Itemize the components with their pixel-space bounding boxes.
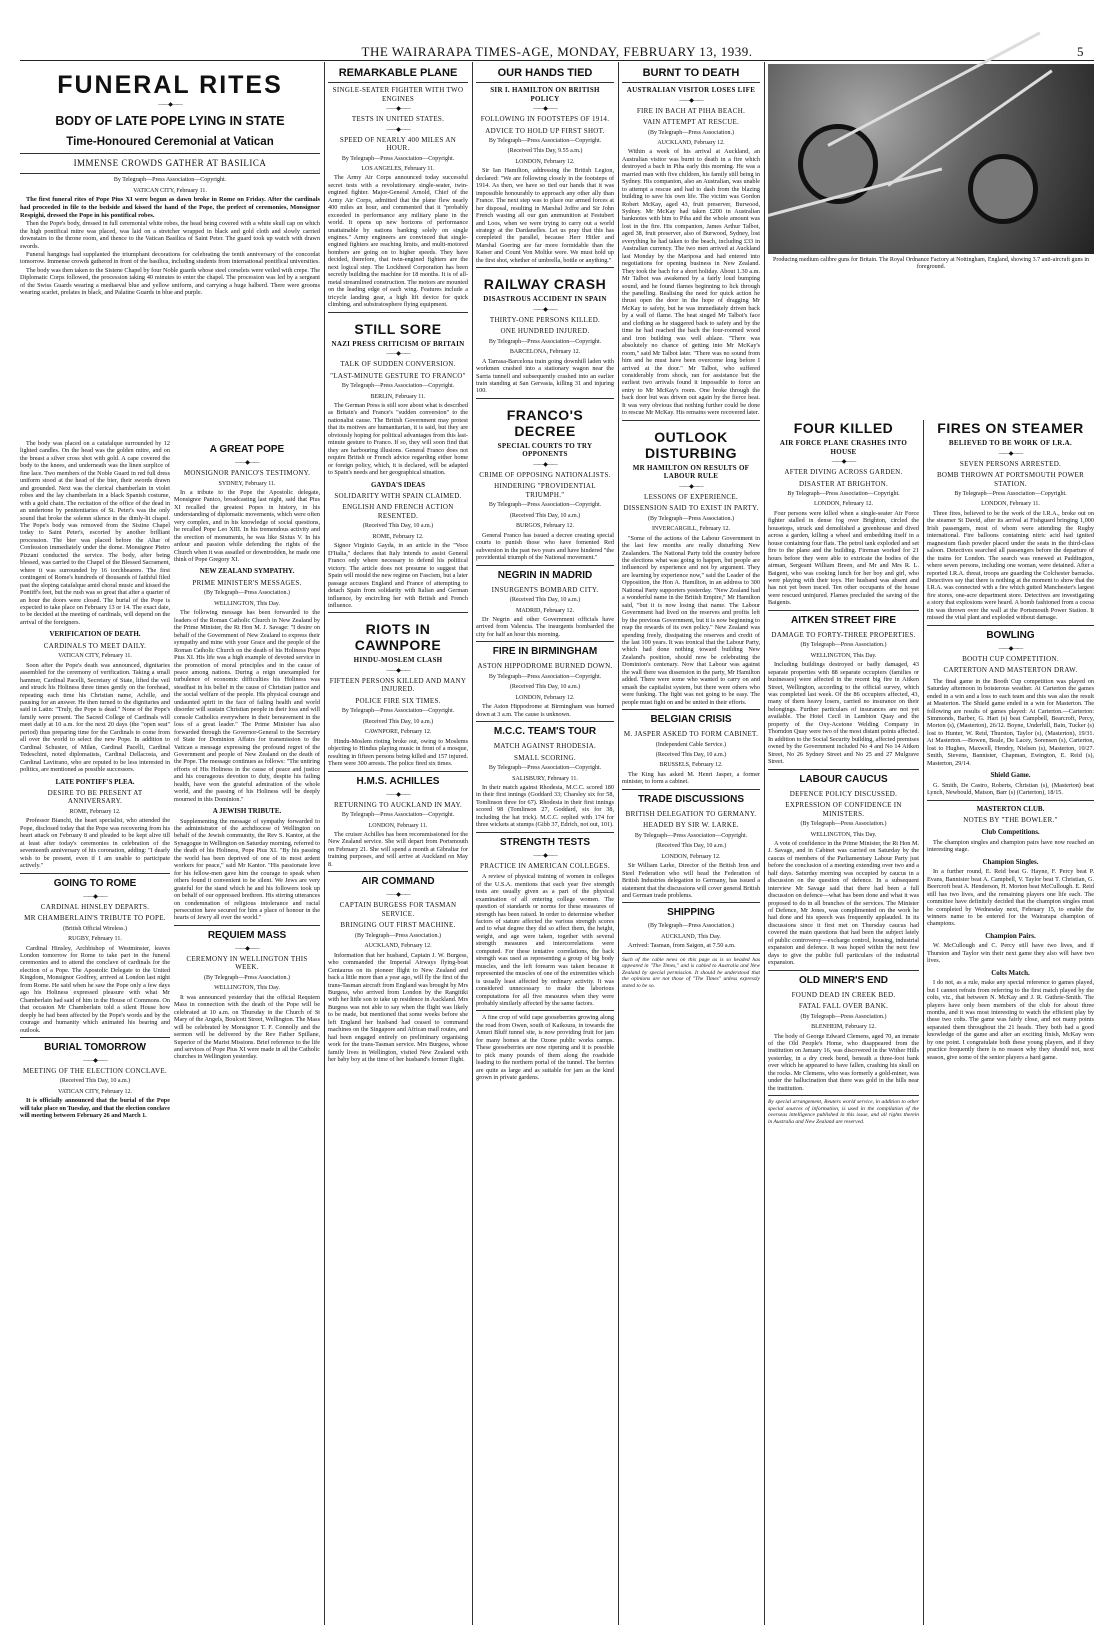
divider bbox=[328, 871, 468, 872]
dateline: SYDNEY, February 11. bbox=[218, 480, 276, 487]
paragraph: I do not, as a rule, make any special reference to games played, but I cannot refrain from referring to the first match played by the colts, viz., that between N. McKay and J. R. Guthrie-Smith. The players have only been members of the club for about three months, and it was most interesting to watch the efficient play by these two colts. The game was fairly close, and not many points separated them throughout the 21 heads. They both had a good knowledge of the game and after an exciting finish, McKay won by one point. I congratulate both these young players, and if they practice frequently there is no reason why they should not, next season, give some of the senior players a hard game. bbox=[927, 979, 1094, 1061]
section-subheading: "LAST-MINUTE GESTURE TO FRANCO" bbox=[330, 371, 466, 380]
section-subheading: HINDERING "PROVIDENTIAL TRIUMPH." bbox=[494, 482, 596, 499]
divider bbox=[768, 1095, 919, 1096]
paragraph: The first funeral rites of Pope Pius XI were begun as dawn broke in Rome on Friday. After the cardinals had proceeded in file to the bedside and kissed the hand of the Pope, the prefect of ceremonies, Monsignor Respighi, dressed the Pope in his pontifical robes. bbox=[20, 196, 320, 219]
divider bbox=[20, 894, 170, 900]
section-subheading: THIRTY-ONE PERSONS KILLED. bbox=[489, 315, 601, 324]
divider bbox=[328, 127, 468, 133]
dateline: LONDON, February 12. bbox=[661, 853, 721, 860]
byline: By Telegraph—Press Association—Copyright. bbox=[954, 491, 1067, 497]
section-subheading: FIRE IN BACH AT PIHA BEACH. bbox=[636, 106, 746, 115]
paragraph: A fine crop of wild cape gooseberries growing along the road from Owen, south of Kaikoura, in towards the Amuri Bluff tunnel site, is now providing fruit for jam for many homes at the Ozone public works camps. These gooseberries are now ripening and it is possible to pick many pounds of them along the roadside leading to the northern portal of the tunnel. The berries are quite as large and as suitable for jam as the kind grown in private gardens. bbox=[476, 1014, 614, 1082]
section-heading: Shield Game. bbox=[990, 771, 1031, 780]
paragraph: Funeral hangings had supplanted the triumphant decorations for celebrating the tenth anniversary of the concordat tomorrow. Immense crowds gathered in front of the basilica, including students from international pontifical universities. bbox=[20, 250, 320, 266]
divider bbox=[174, 460, 320, 466]
aircommand-headline: AIR COMMAND bbox=[361, 876, 435, 888]
negrin-headline: NEGRIN IN MADRID bbox=[497, 569, 593, 581]
paragraph: In a tribute to the Pope the Apostolic delegate, Monsignor Panico, broadcasting last night, said that Pius XI recalled the greatest Popes in history, in his understanding of diplomatic movements, which were often very complex, and in his knowledge of social questions, he recalled Pope Leo XIII. In his tremendous activity and the erection of monuments, he was like Sixtus V. In his ardour and passion while defending the rights of the Church when it was assailed or downtrodden, he made one think of Pope Gregory XI. bbox=[174, 488, 320, 564]
divider bbox=[476, 832, 614, 833]
cable-notice: Such of the cable news on this page as is so headed has appeared in "The Times," and is cabled to Australia and New Zealand by special permission. It should be understood that the opinions are not those of "The Times" unless expressly stated to be so. bbox=[622, 956, 760, 989]
section-subheading: BOMB THROWN AT PORTSMOUTH POWER STATION. bbox=[936, 471, 1085, 488]
section-heading: Club Competitions. bbox=[981, 828, 1040, 837]
section-subheading: ADVICE TO HOLD UP FIRST SHOT. bbox=[485, 126, 605, 135]
byline: By Telegraph—Press Association—Copyright. bbox=[488, 338, 602, 345]
requiem-headline: REQUIEM MASS bbox=[207, 929, 287, 941]
outlook-headline: OUTLOOK DISTURBING bbox=[644, 428, 738, 461]
aitken-headline: AITKEN STREET FIRE bbox=[790, 614, 896, 626]
section-subheading: RETURNING TO AUCKLAND IN MAY. bbox=[333, 800, 463, 809]
fourkilled-headline: FOUR KILLED bbox=[793, 420, 894, 436]
section-subheading: MONSIGNOR PANICO'S TESTIMONY. bbox=[183, 469, 311, 477]
section-heading: NEW ZEALAND SYMPATHY. bbox=[199, 567, 295, 576]
rome-headline: GOING TO ROME bbox=[53, 877, 137, 889]
received-line: (Received This Day, 10 a.m.) bbox=[509, 684, 581, 691]
divider bbox=[174, 925, 320, 926]
paragraph: The following message has been forwarded to the leaders of the Roman Catholic Church in New Zealand by the Prime Minister, the Rt Hon M. J. Savage: "I desire on behalf of the Government of New Zealand to express their sympathy and mine with your Grace and the people of the Roman Catholic Church on the death of his Holiness Pope Pius XI. His life was a high example of devoted service in the promotion of moral principles and in the cause of peace among nations. During a reign unexampled for turbulence of economic difficulties his Holiness was steadfast in his belief in the cause of Christian justice and the social welfare of the people. His physical courage and undaunted spirit in the face of failing health and world disorder will sustain Christian people in their loss and will console Catholics everywhere in their bereavement in the loss of a great leader." The Prime Minister has also forwarded through the Governor-General to the Secretary of State for Dominion Affairs for transmission to the Vatican a message expressing the profound regret of the Government and people of New Zealand on the death of the Pope. The message continues as follows: "The untiring efforts of His Holiness in the cause of peace and justice and his courageous devotion to duty, despite his failing health, have won the grateful admiration of the whole world, and the passing of his Holiness will be deeply mourned in this Dominion." bbox=[174, 609, 320, 803]
byline: By Telegraph—Press Association—Copyright. bbox=[113, 177, 227, 184]
section-subheading: MR CHAMBERLAIN'S TRIBUTE TO POPE. bbox=[24, 914, 166, 923]
funeral-headline: FUNERAL RITES bbox=[57, 71, 283, 99]
dateline: ROME, February 12. bbox=[69, 808, 121, 815]
dateline: WELLINGTON, This Day. bbox=[214, 985, 280, 992]
section-subheading: SPECIAL COURTS TO TRY OPPONENTS bbox=[497, 441, 593, 459]
byline: (By Telegraph—Press Association.) bbox=[204, 974, 290, 981]
photo-block bbox=[768, 64, 1094, 294]
byline: By Telegraph—Press Association—Copyright. bbox=[488, 673, 602, 680]
divider bbox=[622, 789, 760, 790]
divider bbox=[768, 769, 919, 770]
paragraph: A vote of confidence in the Prime Minister, the Rt Hon M. J. Savage, and in Cabinet was carried on Saturday by the caucus of members of the Parliamentary Labour Party just before the conclusion of a meeting extending over two and a half days. Saturday morning was occupied by caucus in a discussion on the question of defence. In a subsequent interview Mr Savage said that there had been a full discussion on defence—what has been done and what it was proposed to do in all branches of the services. The Minister of Defence, Mr Jones, was complimented on the work he had done and his speech was frequently applauded. In its discussions since it first met on Thursday caucus had covered the main questions that had been the subject lately of public controversy—excharge control, housing, industrial expansion and defence. It was hoped within the next few days to give the public full particulars of the industrial expansion. bbox=[768, 839, 919, 967]
divider bbox=[476, 462, 614, 468]
divider bbox=[20, 1058, 170, 1064]
byline: By Telegraph—Press Association—Copyright. bbox=[341, 708, 455, 715]
paragraph: The German Press is still sore about what is described as Britain's and France's "sudden conversion" to the nationalist cause. The British Government may protest that its motives are humanitarian, it is said, but they are obviously hoping for political advantages from this last-minute gesture to Franco. If so, they will soon find that they are harbouring illusions. General Franco does not require British or French advice regarding either home or foreign policy, which, it is declared, will be adapted to Spain's needs and her geographical situation. bbox=[328, 401, 468, 477]
railway-headline: RAILWAY CRASH bbox=[483, 276, 607, 293]
dateline: AUCKLAND, February 12. bbox=[657, 139, 725, 146]
section-subheading: DISASTER AT BRIGHTON. bbox=[798, 479, 889, 488]
section-subheading: AUSTRALIAN VISITOR LOSES LIFE bbox=[626, 86, 756, 94]
firesteamer-headline: FIRES ON STEAMER bbox=[937, 420, 1084, 436]
dateline: ROME, February 12. bbox=[372, 533, 424, 540]
dateline: AUCKLAND, February 12. bbox=[364, 943, 432, 950]
dateline: BARCELONA, February 12. bbox=[509, 349, 581, 356]
paragraph: Soon after the Pope's death was announced, dignitaries assembled for the ceremony of verification. Taking a small hammer, Cardinal Pacelli, Secretary of State, lifted the veil and struck his Holiness three times gently on the forehead, repeating each time his Christian name, Achille, and pausing for an answer. He then turned to the dignitaries and said in Latin: "Truly, the Pope is dead." None of the Pope's family were present. The Sacred College of Cardinals will meet daily at 10 a.m. for the next 20 days (the "open seat" period) thus preparing time for the Cardinals to come from all over the world to select the new Pope. In addition to Cardinal Schuster, of Milan, Cardinal Pacelli, Cardinal Tedeschini, noted diplomatists, Cardinal Dellacosta, and Cardinal Lavitrano, who are reputed to be less interested in politics, are mentioned as possible successors. bbox=[20, 661, 170, 774]
byline: By Telegraph—Press Association—Copyright. bbox=[488, 765, 602, 772]
section-subheading: FATAL FALL OVER BANK. bbox=[798, 1002, 889, 1011]
section-subheading: FOLLOWING IN FOOTSTEPS OF 1914. bbox=[480, 115, 610, 123]
section-subheading: CARDINALS TO MEET DAILY. bbox=[43, 641, 147, 650]
page-number: 5 bbox=[1077, 44, 1084, 59]
byline: (By Telegraph—Press Association.) bbox=[204, 590, 290, 597]
section-heading: GAYDA'S IDEAS bbox=[370, 480, 425, 489]
section-heading: Champion Singles. bbox=[982, 857, 1039, 866]
divider bbox=[768, 459, 919, 465]
column-1 bbox=[20, 440, 170, 1625]
paragraph: Four persons were killed when a single-seater Air Force fighter stalled in dense fog over Brighton, circled the housetops, struck and demolished a greenhouse and dived across a garden, killing a wheel and embedding itself in a house containing four flats. The petrol tank exploded and set fire to the plane and the building. Fireman worked for 21 hours before they were able to extricate the bodies of the airman, Sergeant William Breen, and Mr and Mrs R. L. Baigent, who was cooking lunch for her boy and girl, who were playing with their toys. Her husband was absent and has not yet been traced. Ten other occupants of the house were rescued uninjured. Flames precluded the saving of the Baigents. bbox=[768, 509, 919, 607]
byline: (By Telegraph—Press Association.) bbox=[648, 515, 734, 522]
bowling-headline: BOWLING bbox=[986, 629, 1035, 641]
section-subheading: ONE HUNDRED INJURED. bbox=[500, 327, 590, 336]
received-line: (Received This Day, 10 a.m.) bbox=[509, 597, 581, 604]
divider bbox=[20, 173, 320, 174]
paragraph: Including buildings destroyed or badly damaged, 43 separate properties with 88 separate occupiers (families or businesses) were affected in the recent big fire in Aitken Street, Wellington, according to the official survey, which was completed last week. Of the 86 occupiers affected, 43, many of them heavy losers, carried no insurance on their belongings. Further particulars of insurances are not yet available. The Hotel Cecil in Lambton Quay and the property of the Oxy-Acetone Welding Company in Thorndon Quay were two of the most distant points affected. In addition to the Social Security building, affected premises owned by the Government included No 4 and No 14 Aitken Street, No 26 Sydney Street and No 25 and 27 Mulgrave Street. bbox=[768, 661, 919, 766]
dateline: LOS ANGELES, February 11. bbox=[361, 165, 435, 172]
dateline: LONDON, February 12. bbox=[814, 501, 873, 508]
miner-headline: OLD MINER'S END bbox=[798, 974, 889, 986]
paragraph: Professor Bianchi, the heart specialist, who attended the Pope, disclosed today that the Pope was recovering from his heart attack on February 8 and pleaded to be kept alive till at least after today's ceremonies in celebration of the seventeenth anniversary of his coronation, adding: "I dearly wish to be present, even if I am unable to participate actively." bbox=[20, 817, 170, 870]
byline: By Telegraph—Press Association—Copyright. bbox=[341, 155, 455, 162]
section-subheading: DEFENCE POLICY DISCUSSED. bbox=[789, 789, 898, 798]
divider bbox=[328, 351, 468, 357]
masthead-rule bbox=[20, 60, 1094, 61]
achilles-headline: H.M.S. ACHILLES bbox=[356, 775, 440, 787]
section-subheading: MR HAMILTON ON RESULTS OF LABOUR RULE bbox=[632, 463, 750, 481]
divider bbox=[927, 625, 1094, 626]
greatpope-headline: A GREAT POPE bbox=[209, 444, 285, 455]
labour-headline: LABOUR CAUCUS bbox=[799, 773, 888, 785]
paragraph: Hindu-Moslem rioting broke out, owing to Moslems objecting to Hindus playing music in front of a mosque, resulting in fifteen persons being killed and 157 injured. There were 300 arrests. The police fired six times. bbox=[328, 737, 468, 768]
divider bbox=[328, 106, 468, 112]
column-rule bbox=[764, 62, 765, 1625]
section-subheading: DESIRE TO BE PRESENT AT ANNIVERSARY. bbox=[47, 788, 143, 806]
divider bbox=[20, 153, 320, 154]
section-subheading: TALK OF SUDDEN CONVERSION. bbox=[340, 360, 456, 369]
paragraph: Cardinal Hinsley, Archbishop of Westminster, leaves London tomorrow for Rome to take part in the funeral ceremonies and to attend the conclave of cardinals for the election of a Pope. The Apostolic Delegate to the United Kingdom, Monsignor Godfrey, arrived at London last night from Rome. He said when he saw the Pope only a few days ago his Holiness expressed pleasure with what Mr Chamberlain had said of him in the House of Commons. On that occasion Mr Chamberlain told a silent House how deeply he had been affected by the Pope's words and by the courage and humanity which animated his bearing and outlook. bbox=[20, 944, 170, 1034]
paragraph: Sir William Larke, Director of the British Iron and Steel Federation who will head the Federation of British Industries delegation to Germany, has issued a statement that the discussions will cover general British and German trade problems. bbox=[622, 862, 760, 899]
shipping-headline: SHIPPING bbox=[667, 907, 715, 919]
paragraph: The cruiser Achilles has been recommissioned for the New Zealand service. She will depart from Portsmouth on February 21. She will spend a month at Gibraltar for training purposes, and will arrive at Auckland on May 8. bbox=[328, 831, 468, 868]
section-subheading: FOUND DEAD IN CREEK BED. bbox=[791, 990, 896, 999]
section-subheading: CEREMONY IN WELLINGTON THIS WEEK. bbox=[186, 954, 308, 972]
paragraph: "Some of the actions of the Labour Government in the last few months are really disturbing New Zealanders. The National Party told the country before the elections what was going to happen, but people are influenced by experience and not by argument. They are learning by experience now," said the Leader of the Opposition, the Hon A. Hamilton, in an address to 300 National Party supporters yesterday. "New Zealand had a wonderful name in the British Empire," Mr Hamilton said, "but it is now losing that name. The Labour Government had lived on the reserves and profits left by the previous Government, but it is now beginning to reap the rewards of its own policy." New Zealand was spending freely, dissipating the reserves and credit of the last 100 years. It was ironical that the Labour Party, which had done nothing toward building New Zealand's position, should now be celebrating the Dominion's centenary. Now that Labour was against the wall there was dissension in the party, Mr Hamilton added. There were some who wanted to carry on and smash the capitalist system, but there were others who were funking. The fight was not going to be easy. The people must fight on and be united in their efforts. bbox=[622, 534, 760, 706]
byline: (By Telegraph—Press Association.) bbox=[800, 642, 887, 649]
received-line: (Received This Day, 10 a.m.) bbox=[362, 718, 434, 725]
section-subheading: SINGLE-SEATER FIGHTER WITH TWO ENGINES bbox=[332, 86, 464, 103]
divider bbox=[927, 800, 1094, 801]
paragraph: Signor Virginio Gayda, in an article in the "Voce D'Italia," declares that Italy intends to assist General Franco only where necessary to defend his political victory. The article does not presume to suggest that Spain will mould the new regime on Fascism, but a later passage accuses England and France of attempting to detach Spain from solidarity with Italian and German influence, by encircling her with British and French influence. bbox=[328, 542, 468, 609]
section-subheading: SEVEN PERSONS ARRESTED. bbox=[959, 459, 1062, 468]
dateline: WELLINGTON, This Day. bbox=[810, 652, 877, 659]
dateline: VATICAN CITY, February 11. bbox=[133, 187, 207, 194]
column-rule bbox=[923, 420, 924, 1625]
section-subheading: DISSENSION SAID TO EXIST IN PARTY. bbox=[623, 504, 759, 513]
section-subheading: HEADED BY SIR W. LARKE. bbox=[643, 821, 739, 830]
paragraph: Supplementing the message of sympathy forwarded to the administrator of the archdiocese of Wellington on behalf of the Jewish community, the Rev S. Kantor, at the Synagogue in Wellington on Saturday morning, referred to the death of his Holiness, Pope Pius XI. "By his passing the world has been deprived of one of its most ardent workers for peace," said Mr Kantor. "His passionate love for his fellow-men gave him the courage to speak when others found it convenient to be silent. We Jews are very grateful for the stand which he and his followers took up on behalf of our oppressed brethren. His stirring utterances on condemnation of religious intolerance and racial persecution have secured for him a place of honour in the hearts of Jewry all over the world." bbox=[174, 817, 320, 922]
birmingham-headline: FIRE IN BIRMINGHAM bbox=[492, 646, 598, 658]
divider bbox=[768, 610, 919, 611]
section-subheading: PRIME MINISTER'S MESSAGES. bbox=[192, 578, 302, 587]
section-subheading: BOOTH CUP COMPETITION. bbox=[962, 654, 1059, 663]
paragraph: A Tarrasa-Barcelona train going downhill laden with workmen crashed into a stationary wagon near the Sarria tunnell and subsequently crashed into an earlier train standing at San Gervasia, killing 31 and injuring 100. bbox=[476, 357, 614, 395]
paragraph: The final game in the Booth Cup competition was played on Saturday afternoon in boisterous weather. At Carterton the games ended in a win and a loss to each team and this was also the result at Masterton. The Shield game ended in a win for Masterton. The following are results of games played: At Carterton.—Carterton: Simmonds, Barber, G. Hart (s) beat Campbell, Bearcroft, Percy, Morton (s), (Masterton), 26/12. Boyne, Underhill, Bain, Tucker (s) lost to Hunter, W. Reid, Thurston, Taylor (s), (Masterton), 19/31. At Masterton.—Bowen, Beale, De Lacey, Sorensen (s), Carterton, lost to Hughes, Maxwell, Hendry, Nielsen (s), Masterton, 10/27. Smith, Stevens, Bannister, Chapman, Ewington, E. Reid (s), Masterton, 29/14. bbox=[927, 677, 1094, 767]
paragraph: The Army Air Corps announced today successful secret tests with a revolutionary single-seater, twin-engined fighter. Major-General Arnold, Chief of the Army Air Corps, admitted that the plane flew nearly 400 miles an hour, and commented that it "probably exceeded in performance any military plane in the world. It opens up new horizons of performance unattainable by nations banking solely on single engines." Army engineers are convinced that single-engined fighters are reaching limits, and multi-motored bombers are going on to higher speeds. They have decided, therefore, that twin-engined fighters are the next logical step. The Lockheed Corporation has been secretly building the machine for 18 months. It is of all-metal streamlined construction. The motors are mounted on the leading edge of each wing. Features include a tricycle landing gear, a high lift device for quick climbing, and substratosphere flying equipment. bbox=[328, 174, 468, 309]
paragraph: A review of physical training of women in colleges of the U.S.A. mentions that each year five strength tests are usually given as a part of the physical examination of all entering college women. The question of standards or norms for these measures of strength has been raised. In order to determine whether factors of stature affected the various strength scores and to what degree they did so affect them, the height, weight, and age were taken, together with several strength measures and intercorrelations were computed. For these tentative correlations, the back strength was used as representing a group of big body muscles, and the left forearm was taken because it represented the muscles of one of the extremities which is usually least affected by ordinary activity. It was considered unnecessary to make the laborious computations for all five measures when they were probably similarly affected by the same factors. bbox=[476, 873, 614, 1007]
divider bbox=[476, 307, 614, 313]
byline: By Telegraph—Press Association—Copyright. bbox=[634, 832, 748, 839]
divider bbox=[927, 451, 1094, 457]
divider bbox=[476, 721, 614, 722]
divider bbox=[328, 792, 468, 798]
paragraph: The body of George Edward Clemens, aged 70, an inmate of the Old People's Home, who disappeared from the institution on January 16, was discovered in the Wither Hills yesterday, in a dry creek bend, beneath a three-foot bank over which he appeared to have fallen, crashing his skull on the rocks. Mr Clemens, who was formerly a gold-miner, was under the hallucination that there was gold in the hills near the institution. bbox=[768, 1032, 919, 1092]
paragraph: Three fires, believed to be the work of the I.R.A., broke out on the steamer St David, after its arrival at Fishguard bringing 1,000 Irish passengers, most of whom were attending the Rugby international. Fire balloons containing nitric acid had ignited magnesium flash powder placed under the seats in the third-class saloon. Detectives searched all passengers before the departure of the trains for London. The search was renewed at Paddington, where seven persons, including one woman, were detained. After a reported I.R.A. threat, troops are guarding the Colchester barracks. Detectives say that there is nothing at the moment to show that the I.R.A. was connected with a fire which gutted Manchester's largest fire stores, one-acre department store. Detectives are investigating a story that explosions were heard. A bomb fashioned from a cocoa tin was thrown over the wall at the Portsmouth Power Station. It missed the vital plant and exploded without damage. bbox=[927, 509, 1094, 622]
divider bbox=[622, 484, 760, 490]
divider bbox=[476, 1010, 614, 1011]
dateline: VATICAN CITY, February 11. bbox=[58, 653, 132, 660]
section-subheading: ASTON HIPPODROME BURNED DOWN. bbox=[477, 662, 613, 671]
divider bbox=[622, 420, 760, 421]
dateline: MADRID, February 12. bbox=[516, 607, 574, 614]
mclub-headline: MASTERTON CLUB. bbox=[976, 804, 1045, 813]
divider bbox=[476, 106, 614, 112]
paragraph: Sir Ian Hamilton, addressing the British Legion, declared: "We are following closely in the footsteps of 1914. As then, we have so tied our hands that it was impossible honourably to approach any other ally than France. The next step was to place our armed forces at her disposal, resulting in Marshal Joffre and Sir John French wasting all our gun ammunition at Festubert and Loos, when we were trying to carry out a world strategy at the Dardanelles. Let us pray that this has completed the parallel, because Herr Hitler and Marshal Goering are far more formidable than the Kaiser and Count Von Moltke were. We must hold up the first shot, whether of umbrella, bottle or anything." bbox=[476, 167, 614, 264]
section-subheading: M. JASPER ASKED TO FORM CABINET. bbox=[623, 730, 759, 739]
section-subheading: AIR FORCE PLANE CRASHES INTO HOUSE bbox=[779, 439, 908, 456]
column-7 bbox=[927, 420, 1094, 1625]
dateline: VATICAN CITY, February 12. bbox=[58, 1088, 132, 1095]
paragraph: The King has asked M. Henri Jasper, a former minister, to form a cabinet. bbox=[622, 770, 760, 786]
section-subheading: EXPRESSION OF CONFIDENCE IN MINISTERS. bbox=[785, 801, 902, 818]
paragraph: Then the Pope's body, dressed in full ceremonial white robes, the head being covered with a white skull cap on which the high pontifical mitre was placed, was laid on a stretcher wrapped in black and gold cloth and slowly carried downstairs to the throne room, and thence to the Vatican Basilica of Saint Peter. The guard took up watch with drawn swords. bbox=[20, 220, 320, 250]
masthead-title: THE WAIRARAPA TIMES-AGE, MONDAY, FEBRUARY 13, 1939. bbox=[361, 44, 753, 59]
column-rule bbox=[324, 62, 325, 1625]
section-subheading: BRINGING OUT FIRST MACHINE. bbox=[340, 921, 456, 930]
divider bbox=[927, 646, 1094, 652]
section-subheading: VAIN ATTEMPT AT RESCUE. bbox=[642, 118, 740, 126]
column-rule bbox=[618, 62, 619, 1625]
divider bbox=[328, 771, 468, 772]
section-subheading: CARTERTON AND MASTERTON DRAW. bbox=[943, 666, 1078, 675]
plane-headline: REMARKABLE PLANE bbox=[328, 66, 468, 83]
column-4 bbox=[476, 64, 614, 1625]
dateline: RUGBY, February 11. bbox=[68, 936, 122, 943]
section-heading: Champion Pairs. bbox=[985, 931, 1036, 940]
byline: (By Telegraph—Press Association.) bbox=[648, 129, 734, 136]
paragraph: Within a week of his arrival at Auckland, an Australian visitor was burnt to death in a fire which destroyed a bach in Piha early this morning. He was a married man with five children, his family still being in Sydney. His companion, also an Australian, was unable to attempt a rescue and had to dash from the blazing building to save his own life. The victim was Gordon Robert McKay, aged 43, fruit preserver, Burwood, Sydney. Mr McKay had taken £200 in Australian banknotes with him to Piha and the whole amount was lost in the fire. His companion, James Arthur Talbot, aged 38, fruit preserver, also of Burwood, Sydney, lost everything he had taken to the beach, including £33 in Australian currency. The two men arrived at Auckland last Monday by the Mariposa and had entered into negotiations for opening business in New Zealand. They took the bach for a short holiday. About 1.30 a.m. Mr Talbot was awakened by a fairly loud bumping sound, and he found flames beginning to lick through the panelling. Realising the need for quick action he thrust open the door in the hope of dragging Mr McKay to safety, but he was immediately driven back by a wall of flame. The heat singed Mr Talbot's face and clothing as he staggered back to safety and by the time he had reached the bach the four-roomed wood and iron building was well ablaze. "There was absolutely no chance of getting into Mr McKay's room," said Mr Talbot later. "There was no sound from him and he must have been overcome long before I arrived at the door." Mr Talbot, who suffered considerably from shock, ran for assistance but the earliest two arrivals found it impossible to force an entry to Mr McKay's room. One broke through the back door but was driven out again by the fierce heat. It was very obvious that nothing further could be done to rescue Mr McKay. His remains were recovered later. bbox=[622, 148, 760, 417]
section-subheading: MEETING OF THE ELECTION CONCLAVE. bbox=[23, 1066, 167, 1075]
paragraph: General Franco has issued a decree creating special courts to punish those who have fomented Red subversion in the past two years and have hindered "the providential triumph of the National movement." bbox=[476, 531, 614, 562]
byline: (By Telegraph—Press Association.) bbox=[355, 932, 441, 939]
photo-caption: Producing medium calibre guns for Britain. The Royal Ordnance Factory at Nottingham, England, showing 3.7 anti-aircraft guns in foreground. bbox=[773, 257, 1089, 270]
received-line: (Received This Day, 10 a.m.) bbox=[655, 752, 727, 758]
dateline: SALISBURY, February 11. bbox=[512, 775, 578, 782]
trade-headline: TRADE DISCUSSIONS bbox=[637, 793, 745, 805]
section-subheading: SOLIDARITY WITH SPAIN CLAIMED. bbox=[334, 491, 462, 500]
section-subheading: INSURGENTS BOMBARD CITY. bbox=[491, 585, 599, 594]
dateline: AUCKLAND, This Day. bbox=[661, 933, 721, 940]
received-line: (Received This Day, 10 a.m.) bbox=[509, 512, 581, 519]
divider bbox=[20, 102, 320, 108]
byline: By Telegraph—Press Association—Copyright. bbox=[488, 138, 602, 144]
paragraph: Arrived: Tasman, from Saigon, at 7.50 a.m. bbox=[628, 942, 736, 950]
section-subheading: DISASTROUS ACCIDENT IN SPAIN bbox=[483, 295, 607, 304]
byline: (Independent Cable Service.) bbox=[655, 741, 727, 748]
byline: (By Telegraph—Press Association.) bbox=[800, 821, 887, 828]
paragraph: It is officially announced that the burial of the Pope will take place on Tuesday, and that the election conclave will meeting between February 26 and March 1. bbox=[20, 1097, 170, 1120]
divider bbox=[328, 312, 468, 313]
dateline: INVERCARGILL, February 12. bbox=[652, 526, 730, 533]
section-subheading: HINDU-MOSLEM CLASH bbox=[353, 656, 443, 665]
divider bbox=[20, 873, 170, 874]
section-subheading: NAZI PRESS CRITICISM OF BRITAIN bbox=[331, 339, 465, 348]
byline: (By Telegraph—Press Association.) bbox=[800, 1013, 887, 1020]
section-subheading: DAMAGE TO FORTY-THREE PROPERTIES. bbox=[771, 630, 916, 639]
divider bbox=[622, 98, 760, 104]
received-line: (Received This Day, 10 a.m.) bbox=[655, 843, 727, 850]
section-subheading: FIFTEEN PERSONS KILLED AND MANY INJURED. bbox=[329, 676, 467, 694]
gun-wheel bbox=[968, 154, 1038, 224]
franco-headline: FRANCO'S DECREE bbox=[506, 406, 584, 439]
dateline: BERLIN, February 11. bbox=[370, 393, 426, 400]
section-subheading: NOTES BY "THE BOWLER." bbox=[963, 815, 1058, 824]
section-heading: A JEWISH TRIBUTE. bbox=[212, 807, 282, 816]
section-subheading: MATCH AGAINST RHODESIA. bbox=[493, 742, 597, 751]
paragraph: The body was placed on a catafalque surrounded by 12 lighted candles. On the head was the golden mitre, and on the breast a silver cross shot with gold. A cape covered the body to the knees, and underneath was the linen surplice of fine lace. Two members of the Noble Guard in red full dress uniform stood at the head of the bier, their swords drawn and grounded. Next was the clerical chamberlain in violet robes and the lay chamberlain in a black Spanish costume, with a gold chain. The recitation of the office of the dead in an undertone by penitentiaries of St. Peter's was the only sound that broke the solemn silence in the dimly-lit chapel. The Pope's body was removed from the Sistine Chapel today to Saint Peter's, escorted by another brilliant procession. The bier was placed before the Altar of Confession immediately under the dome. Monsignor Pietro Pizzani conducted the service. The body, after being blessed, was carried to the Chapel of the Blessed Sacrament, where it was surrounded by 16 torchbearers. The first contingent of Rome's hundreds of thousands of faithful filed past the sloping catafalque amid choral music and kissed the Pontiff's feet, but the rush was so great that after a quarter of an hour the doors were closed. The burial of the Pope is expected to take place on February 13 or 14. The exact date, to be decided at the meeting of cardinals, will depend on the arrival of the foreigners. bbox=[20, 440, 170, 626]
divider bbox=[622, 709, 760, 710]
column-rule bbox=[472, 62, 473, 1625]
section-subheading: SIR I. HAMILTON ON BRITISH POLICY bbox=[490, 86, 600, 103]
paragraph: In their match against Rhodesia, M.C.C. scored 180 in their first innings (Goddard 33; Charsley six for 58, Tomlinson three for 67). Rhodesia in their first innings scored 98 (Tomlinson 27, Goddard, six for 38, including the hat trick). M.C.C. replied with 174 for three wickets at stumps (Gibb 37, Edrich, not out, 101). bbox=[476, 784, 614, 829]
divider bbox=[20, 1037, 170, 1038]
section-heading: VERIFICATION OF DEATH. bbox=[49, 630, 141, 639]
divider bbox=[768, 970, 919, 971]
section-subheading: ENGLISH AND FRENCH ACTION RESENTED. bbox=[342, 503, 454, 520]
gun-factory-photo bbox=[768, 64, 1094, 254]
paragraph: Dr Negrin and other Government officials have arrived from Valencia. The insurgents bombarded the city for half an hour this morning. bbox=[476, 616, 614, 638]
dateline: BLENHEIM, February 12. bbox=[811, 1024, 876, 1031]
divider bbox=[622, 902, 760, 903]
dateline: CAWNPORE, February 12. bbox=[364, 729, 432, 736]
dateline: LONDON, February 11. bbox=[981, 501, 1040, 508]
divider bbox=[476, 565, 614, 566]
column-3 bbox=[328, 64, 468, 1625]
dateline: LONDON, February 11. bbox=[368, 822, 428, 829]
gun-wheel bbox=[798, 124, 878, 204]
section-subheading: BELIEVED TO BE WORK OF I.R.A. bbox=[948, 439, 1073, 447]
divider bbox=[476, 853, 614, 859]
column-5 bbox=[622, 64, 760, 1625]
section-subheading: BRITISH DELEGATION TO GERMANY. bbox=[625, 809, 757, 818]
hands-headline: OUR HANDS TIED bbox=[476, 66, 614, 83]
masthead bbox=[20, 44, 1094, 60]
byline: By Telegraph—Press Association—Copyright. bbox=[341, 383, 455, 390]
byline: (By Telegraph—Press Association.) bbox=[648, 923, 734, 930]
byline: By Telegraph—Press Association—Copyright. bbox=[787, 491, 900, 497]
dateline: LONDON, February 12. bbox=[515, 694, 575, 701]
paragraph: The Aston Hippodrome at Birmingham was burned down at 3 a.m. The cause is unknown. bbox=[476, 703, 614, 718]
funeral-subhead-2: Time-Honoured Ceremonial at Vatican bbox=[66, 136, 274, 148]
dateline: LONDON, February 12. bbox=[515, 158, 575, 165]
paragraph: G. Smith, De Castro, Roberts, Christian (s), (Masterton) beat Lynch, Newbould, Matson, Barr (s) (Carterton), 18/15. bbox=[927, 781, 1094, 797]
column-6 bbox=[768, 420, 919, 1625]
stillsore-headline: STILL SORE bbox=[354, 320, 442, 337]
cawnpore-headline: RIOTS IN CAWNPORE bbox=[354, 621, 442, 654]
column-2 bbox=[174, 440, 320, 1625]
paragraph: It was announced yesterday that the official Requiem Mass in connection with the death of the Pope will be celebrated at 10 a.m. on Thursday in the Church of St Mary of the Angels, Boulcott Street, Wellington. The Mass will be celebrated by Monsignor T. F. Connolly and the sermon will be delivered by the Rev Father Spillane, Superior of the Marist Missions. Brief reference to the life and services of Pope Pius XI were made in all the Catholic churches in Wellington yesterday. bbox=[174, 993, 320, 1061]
funeral-subhead: BODY OF LATE POPE LYING IN STATE bbox=[55, 114, 285, 128]
section-subheading: CARDINAL HINSLEY DEPARTS. bbox=[40, 902, 150, 911]
dateline: BURGOS, February 12. bbox=[516, 523, 574, 530]
strength-headline: STRENGTH TESTS bbox=[499, 836, 590, 848]
belgian-headline: BELGIAN CRISIS bbox=[650, 714, 732, 726]
section-subheading: PRACTICE IN AMERICAN COLLEGES. bbox=[480, 861, 610, 870]
dateline: BRUSSELS, February 12. bbox=[659, 762, 723, 769]
section-subheading: SMALL SCORING. bbox=[514, 753, 576, 762]
section-subheading: CAPTAIN BURGESS FOR TASMAN SERVICE. bbox=[339, 901, 457, 918]
mcc-headline: M.C.C. TEAM'S TOUR bbox=[493, 726, 597, 738]
section-heading: LATE PONTIFF'S PLEA. bbox=[55, 777, 135, 786]
received-line: (Received This Day, 10 a.m.) bbox=[362, 523, 434, 530]
divider bbox=[476, 641, 614, 642]
funeral-subhead-3: IMMENSE CROWDS GATHER AT BASILICA bbox=[73, 158, 267, 168]
funeral-story-top bbox=[20, 64, 320, 297]
divider bbox=[476, 267, 614, 268]
paragraph: The body was then taken to the Sistene Chapel by four Noble guards whose steel corselets were veiled with crepe. The Diplomatic Corps followed, the procession taking 40 minutes to enter the chapel. The procession was led by a sergeant of the Swiss Guards wearing a mediaeval blue and yellow uniform, and carrying a huge halberd. There were grooms wearing scarlet, prelates in black, and Palatine Guards in blue and purple. bbox=[20, 266, 320, 297]
divider bbox=[174, 946, 320, 952]
section-subheading: POLICE FIRE SIX TIMES. bbox=[355, 696, 441, 705]
received-line: (Received This Day, 9.55 a.m.) bbox=[507, 148, 583, 155]
divider bbox=[328, 612, 468, 613]
section-subheading: SPEED OF NEARLY 400 MILES AN HOUR. bbox=[339, 135, 457, 152]
divider bbox=[622, 953, 760, 954]
divider bbox=[476, 398, 614, 399]
section-subheading: TESTS IN UNITED STATES. bbox=[351, 115, 445, 123]
paragraph: In a further round, E. Reid beat G. Hayne, F. Percy beat P. Evans, Bannister beat A. Campbell, V. Taylor beat T. Christian, G. Beercroft beat A. Henderson, H. Morton beat McCullough. E. Reid still has two lives, and the remaining players one life each. The committee have definitely decided that the champion singles must be completed by Wednesday next, February 15, to enable the winners name to be entered for the Wairarapa champion of champions. bbox=[927, 868, 1094, 928]
divider bbox=[328, 892, 468, 898]
byline: (British Official Wireless.) bbox=[62, 925, 128, 932]
dateline: WELLINGTON, This Day. bbox=[214, 600, 280, 607]
section-heading: Colts Match. bbox=[991, 968, 1030, 977]
section-subheading: CRIME OF OPPOSING NATIONALISTS. bbox=[479, 470, 611, 479]
divider bbox=[328, 668, 468, 674]
section-subheading: AFTER DIVING ACROSS GARDEN. bbox=[784, 468, 903, 476]
burnt-headline: BURNT TO DEATH bbox=[622, 66, 760, 83]
paragraph: Information that her husband, Captain J. W. Burgess, who commanded the Imperial Airways flying-boat Centaurus on its pioneer flight to New Zealand and back a little more than a year ago, will fly the first of the trans-Tasman aircraft from England was brought by Mrs Burgess, who arrived from London by the Rangitiki with her little son to take up residence in Auckland. Mrs Burgess was not able to say when the flight was likely to be made, but mentioned that some weeks before she left England her husband had ceased to command machines on the Singapore and African mail routes, and had been engaged entirely on preliminary organising work for the trans-Tasman service. Mrs Burgess, whose family lives in Wellington, visited New Zealand with her baby boy at the time of her husband's former flight. bbox=[328, 951, 468, 1064]
paragraph: W. McCullough and C. Percy still have two lives, and if Thurston and Taylor win their next game they also will have two lives. bbox=[927, 942, 1094, 965]
byline: By Telegraph—Press Association—Copyright. bbox=[341, 812, 455, 819]
dateline: WELLINGTON, This Day. bbox=[810, 831, 877, 838]
burial-headline: BURIAL TOMORROW bbox=[44, 1041, 146, 1053]
received-line: (Received This Day, 10 a.m.) bbox=[59, 1078, 131, 1085]
paragraph: The champion singles and champion pairs have now reached an interesting stage. bbox=[927, 838, 1094, 854]
reuters-notice: By special arrangement, Reuters world service, in addition to other special sources of information, is used in the compilation of the overseas intelligence published in this issue, and all rights therein in Australia and New Zealand are reserved. bbox=[768, 1099, 919, 1125]
section-subheading: LESSONS OF EXPERIENCE. bbox=[644, 492, 738, 501]
byline: By Telegraph—Press Association—Copyright. bbox=[488, 502, 602, 509]
